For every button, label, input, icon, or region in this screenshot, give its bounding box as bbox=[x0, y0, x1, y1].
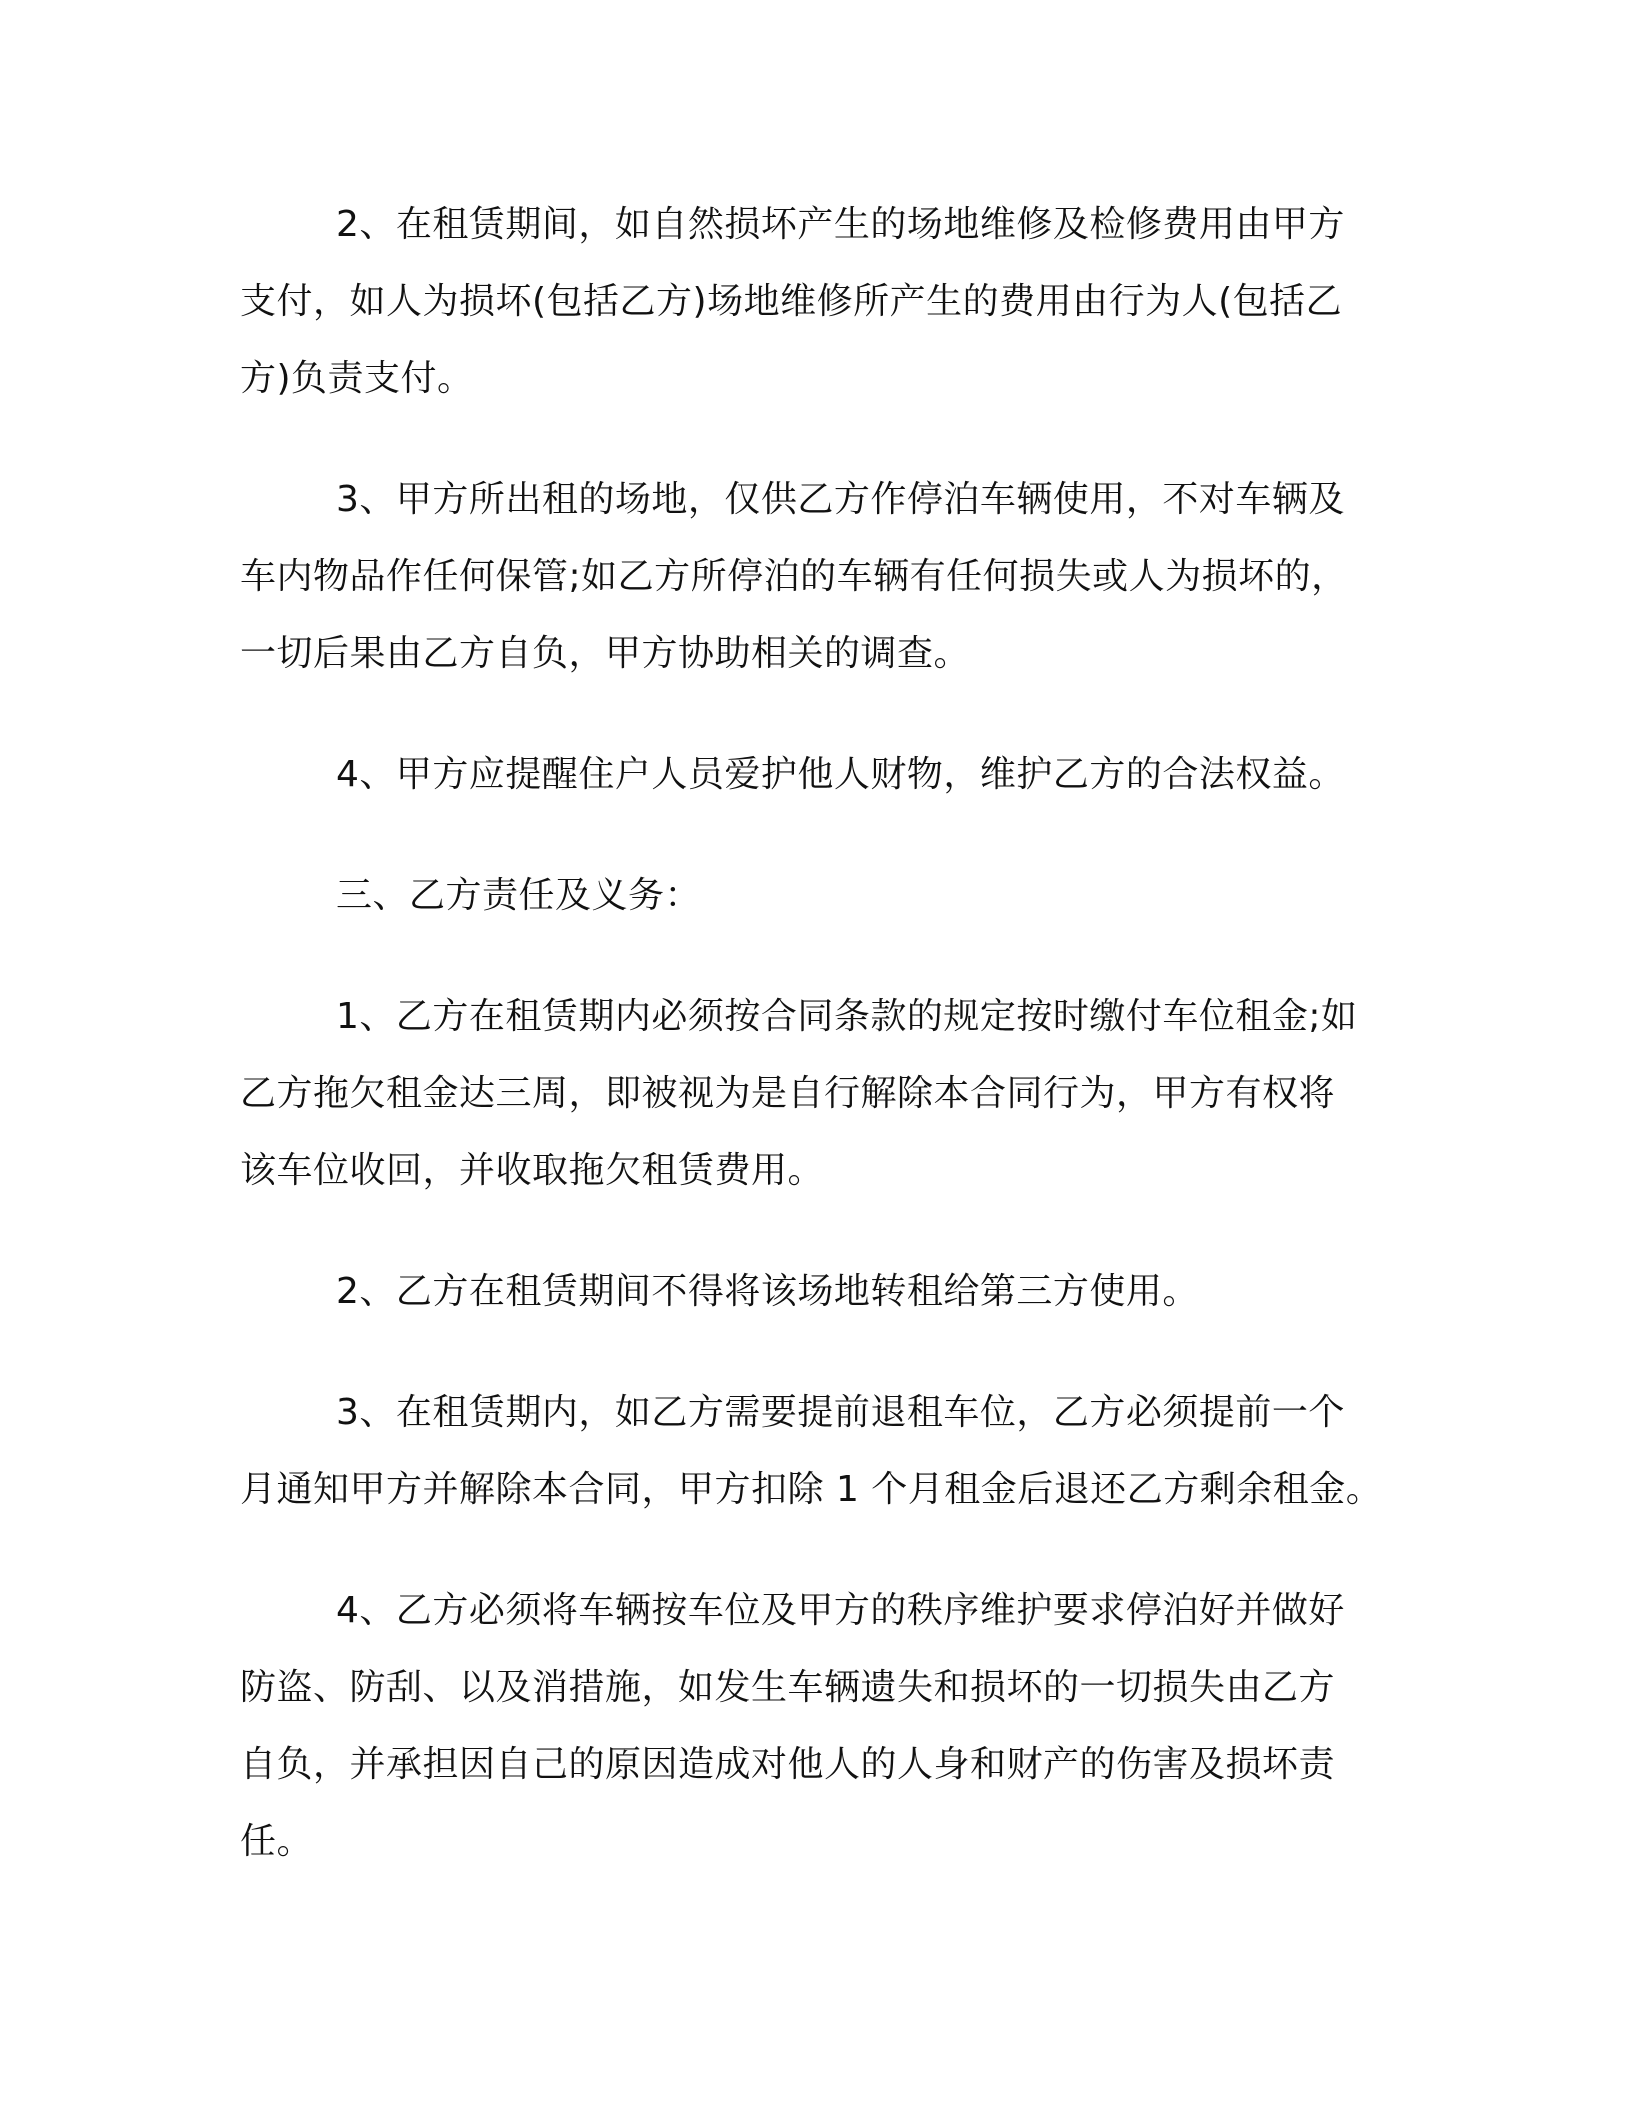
text-line: 乙方拖欠租金达三周，即被视为是自行解除本合同行为，甲方有权将 bbox=[240, 1073, 1336, 1114]
clause-b2 bbox=[240, 1253, 1375, 1330]
text-line: 自负，并承担因自己的原因造成对他人的人身和财产的伤害及损坏责 bbox=[240, 1744, 1336, 1785]
clause-b3 bbox=[240, 1374, 1383, 1528]
text-line: 2、在租赁期间，如自然损坏产生的场地维修及检修费用由甲方 bbox=[336, 204, 1345, 245]
text-line: 1、乙方在租赁期内必须按合同条款的规定按时缴付车位租金;如 bbox=[336, 996, 1358, 1037]
text-line: 车内物品作任何保管;如乙方所停泊的车辆有任何损失或人为损坏的， bbox=[240, 556, 1348, 597]
text-line: 3、在租赁期内，如乙方需要提前退租车位，乙方必须提前一个 bbox=[336, 1392, 1345, 1433]
clause-b1 bbox=[240, 978, 1375, 1209]
text-line: 月通知甲方并解除本合同，甲方扣除 1 个月租金后退还乙方剩余租金。 bbox=[240, 1469, 1383, 1510]
text-line: 3、甲方所出租的场地，仅供乙方作停泊车辆使用，不对车辆及 bbox=[336, 479, 1345, 520]
text-line: 2、乙方在租赁期间不得将该场地转租给第三方使用。 bbox=[336, 1271, 1199, 1312]
clause-b4 bbox=[240, 1572, 1375, 1880]
text-line: 防盗、防刮、以及消措施，如发生车辆遗失和损坏的一切损失由乙方 bbox=[240, 1667, 1336, 1708]
text-line: 4、乙方必须将车辆按车位及甲方的秩序维护要求停泊好并做好 bbox=[336, 1590, 1345, 1631]
section-heading-text: 三、乙方责任及义务： bbox=[336, 875, 702, 916]
clause-a2 bbox=[240, 186, 1375, 417]
document-page bbox=[240, 186, 1383, 1880]
text-line: 该车位收回，并收取拖欠租赁费用。 bbox=[240, 1150, 825, 1191]
text-line: 支付，如人为损坏(包括乙方)场地维修所产生的费用由行为人(包括乙 bbox=[240, 281, 1343, 322]
text-line: 一切后果由乙方自负，甲方协助相关的调查。 bbox=[240, 633, 971, 674]
text-line: 4、甲方应提醒住户人员爱护他人财物，维护乙方的合法权益。 bbox=[336, 754, 1345, 795]
text-line: 方)负责支付。 bbox=[240, 358, 474, 399]
clause-a3 bbox=[240, 461, 1375, 692]
text-line: 任。 bbox=[240, 1821, 314, 1862]
section-heading-party-b bbox=[240, 857, 1375, 934]
clause-a4 bbox=[240, 736, 1375, 813]
